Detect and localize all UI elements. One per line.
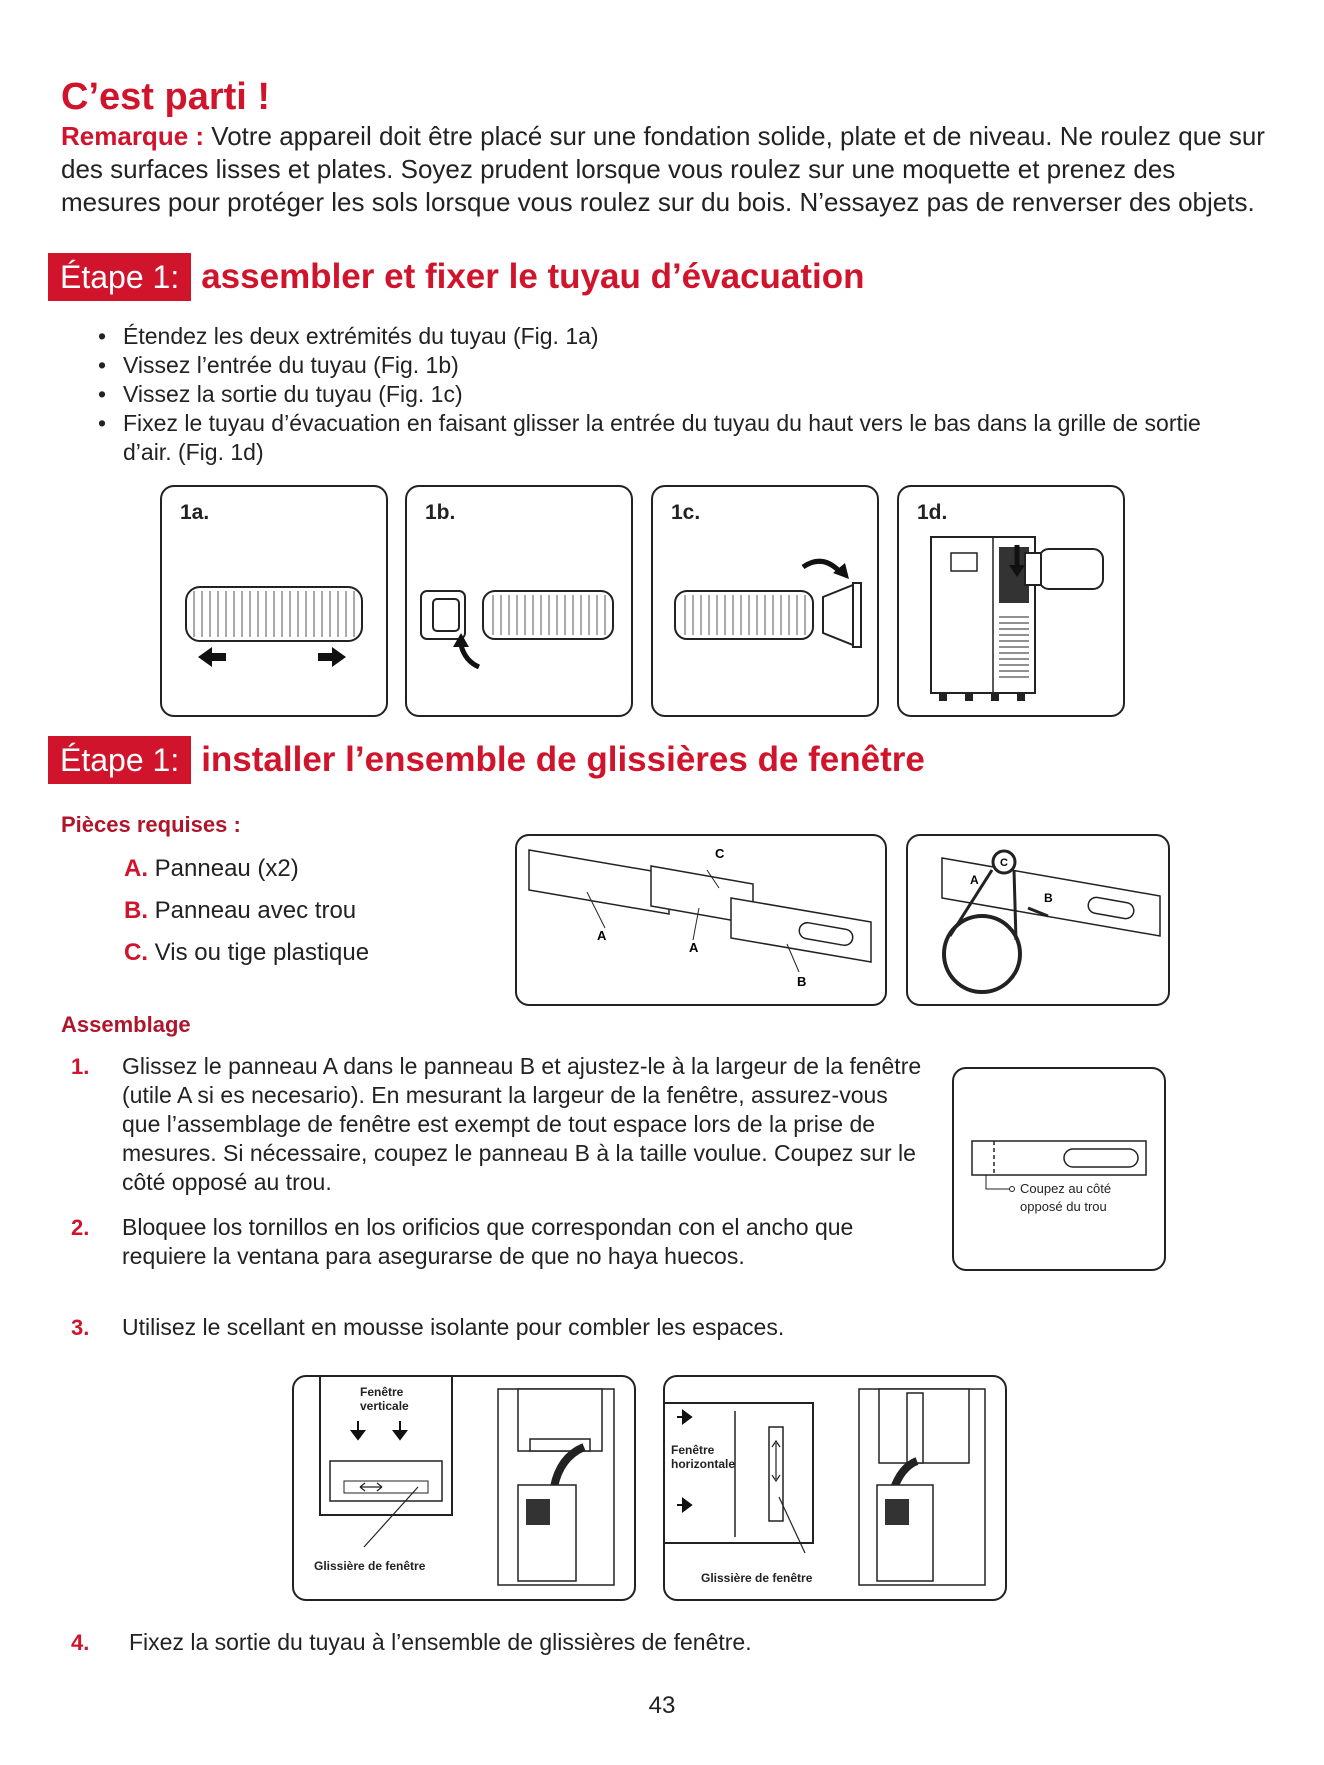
- window-type-label: verticale: [360, 1399, 409, 1413]
- panel-detail-diagram: [906, 834, 1170, 1006]
- figure-label: 1b.: [425, 501, 456, 524]
- part-text: Panneau (x2): [154, 855, 299, 882]
- label-c: C: [1000, 857, 1008, 869]
- parts-heading: Pièces requises :: [61, 812, 241, 837]
- part-item-c: [124, 939, 369, 967]
- step2-badge: Étape 1:: [48, 736, 191, 784]
- window-type-label: Fenêtre: [671, 1443, 715, 1457]
- step-text: Glissez le panneau A dans le panneau B et ajustez-le à la largeur de la fenêtre (utile A si es necesario). En mesurant la largeur de la fenêtre, assurez-vous que l’assemblage de fenêtre est exempt de tout espace lors de la prise de mesures. Si nécessaire, coupez le panneau B à la taille voulue. Coupez sur le côté opposé au trou.: [122, 1053, 922, 1195]
- step-text: Bloquee los tornillos en los orificios que correspondan con el ancho que requiere la ventana para asegurarse de que no haya huecos.: [122, 1214, 854, 1269]
- cut-note: opposé du trou: [1020, 1199, 1107, 1214]
- label-b: B: [797, 974, 807, 989]
- step-text: Fixez la sortie du tuyau à l’ensemble de glissières de fenêtre.: [129, 1629, 752, 1655]
- step-number: 3.: [71, 1315, 90, 1340]
- part-text: Panneau avec trou: [154, 897, 357, 924]
- label-a: A: [597, 928, 607, 943]
- panel-parts-diagram: [515, 834, 887, 1006]
- window-type-label: Fenêtre: [360, 1385, 404, 1399]
- figure-label: 1a.: [180, 501, 210, 524]
- cut-panel-diagram: [952, 1067, 1166, 1271]
- figure-1b: [405, 485, 633, 717]
- slider-label: Glissière de fenêtre: [314, 1559, 426, 1573]
- figure-1d: [897, 485, 1125, 717]
- list-item: • Étendez les deux extrémités du tuyau (Fig. 1a): [98, 322, 1238, 351]
- vertical-window-diagram: [292, 1375, 636, 1601]
- figure-1c: [651, 485, 879, 717]
- step1-badge: Étape 1:: [48, 253, 191, 301]
- slider-label: Glissière de fenêtre: [701, 1571, 813, 1585]
- arrow-left-icon: [198, 647, 226, 667]
- rotate-arrow-icon: [461, 645, 479, 667]
- page-number: 43: [648, 1692, 676, 1719]
- assembly-heading: Assemblage: [61, 1012, 191, 1037]
- part-letter: A.: [124, 855, 148, 882]
- step1-bullet-list: [98, 322, 1238, 467]
- part-item-b: [124, 897, 356, 925]
- page-title: C’est parti !: [61, 76, 271, 118]
- step-number: 4.: [71, 1630, 90, 1655]
- arrow-right-icon: [318, 647, 346, 667]
- cut-note: Coupez au côté: [1020, 1181, 1112, 1196]
- step-number: 1.: [71, 1054, 90, 1079]
- figure-label: 1c.: [671, 501, 701, 524]
- figure-1a: [160, 485, 388, 717]
- step2-title: installer l’ensemble de glissières de fenêtre: [201, 740, 925, 779]
- list-item: • Vissez la sortie du tuyau (Fig. 1c): [98, 380, 1238, 409]
- step2-heading: [48, 736, 925, 784]
- step-number: 2.: [71, 1215, 90, 1240]
- step1-heading: [48, 253, 865, 301]
- step-text: Utilisez le scellant en mousse isolante pour combler les espaces.: [122, 1314, 785, 1340]
- part-letter: C.: [124, 939, 148, 966]
- label-c: C: [715, 846, 725, 861]
- part-item-a: [124, 855, 299, 883]
- horizontal-window-diagram: [663, 1375, 1007, 1601]
- label-b: B: [1044, 891, 1053, 905]
- note-label: Remarque :: [61, 121, 205, 151]
- list-item: • Fixez le tuyau d’évacuation en faisant glisser la entrée du tuyau du haut vers le bas dans la grille de sortie d’air. (Fig. 1d): [98, 409, 1238, 467]
- part-text: Vis ou tige plastique: [154, 939, 370, 966]
- label-a: A: [689, 940, 699, 955]
- note-paragraph: [61, 120, 1271, 219]
- figure-label: 1d.: [917, 501, 948, 524]
- part-letter: B.: [124, 897, 148, 924]
- list-item: • Vissez l’entrée du tuyau (Fig. 1b): [98, 351, 1238, 380]
- label-a: A: [970, 873, 979, 887]
- window-type-label: horizontale: [671, 1457, 736, 1471]
- note-text: Votre appareil doit être placé sur une fondation solide, plate et de niveau. Ne roulez que sur des surfaces lisses et plates. Soyez prudent lorsque vous roulez sur une moquette et prenez des mesures pour protéger les sols lorsque vous roulez sur du bois. N’essayez pas de renverser des objets.: [61, 121, 1265, 217]
- step1-title: assembler et fixer le tuyau d’évacuation: [201, 257, 865, 296]
